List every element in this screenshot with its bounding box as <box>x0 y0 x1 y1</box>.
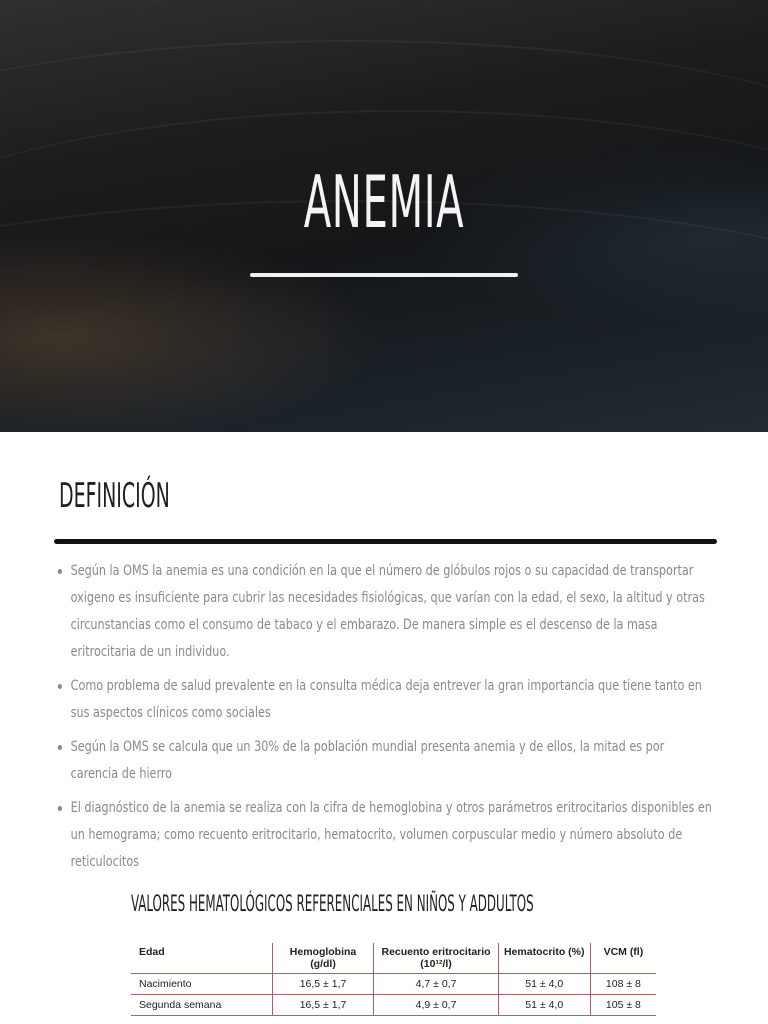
definition-bullet <box>56 558 715 666</box>
column-header-recuento: Recuento eritrocitario (10¹²/l) <box>374 943 498 974</box>
table-cell: 16,5 ± 1,7 <box>272 974 374 995</box>
slide-title: ANEMIA <box>303 160 465 244</box>
table-title: VALORES HEMATOLÓGICOS REFERENCIALES EN NIÑOS Y ADDULTOS <box>131 892 534 917</box>
table-cell: 51 ± 4,0 <box>498 974 590 995</box>
table-cell: 108 ± 8 <box>590 974 656 995</box>
table-cell: 105 ± 8 <box>590 995 656 1016</box>
title-underline <box>250 273 518 277</box>
definition-heading: DEFINICIÓN <box>59 476 170 516</box>
bullet-dot-icon <box>58 745 62 750</box>
table-row <box>131 995 656 1016</box>
bullet-dot-icon <box>58 684 62 689</box>
column-header-hemoglobina: Hemoglobina (g/dl) <box>272 943 374 974</box>
table-cell: Segunda semana <box>131 995 272 1016</box>
definition-bullet <box>56 734 715 788</box>
definition-bullet <box>56 673 715 727</box>
definition-bullet <box>56 795 715 876</box>
bullet-text: El diagnóstico de la anemia se realiza con la cifra de hemoglobina y otros parámetros eritrocitarios disponibles en un hemograma; como recuento eritrocitario, hematocrito, volumen corpuscular medio y número absoluto de reticulocitos <box>70 800 712 870</box>
definition-bullet-list <box>56 558 768 883</box>
table-cell: 4,7 ± 0,7 <box>374 974 498 995</box>
column-header-edad: Edad <box>131 943 272 974</box>
table-cell: 4,9 ± 0,7 <box>374 995 498 1016</box>
table-cell: 16,5 ± 1,7 <box>272 995 374 1016</box>
table-row <box>131 974 656 995</box>
bullet-text: Como problema de salud prevalente en la consulta médica deja entrever la gran importancia que tiene tanto en sus aspectos clínicos como sociales <box>70 678 702 721</box>
table-cell: Nacimiento <box>131 974 272 995</box>
bullet-dot-icon <box>58 569 62 574</box>
column-header-hematocrito: Hematocrito (%) <box>498 943 590 974</box>
bullet-dot-icon <box>58 806 62 811</box>
table-cell: 51 ± 4,0 <box>498 995 590 1016</box>
hematology-table <box>131 943 656 1016</box>
bullet-text: Según la OMS la anemia es una condición en la que el número de glóbulos rojos o su capacidad de transportar oxigeno es insuficiente para cubrir las necesidades fisiológicas, que varían con la edad, el sexo, la altitud y otras circunstancias como el consumo de tabaco y el embarazo. De manera simple es el descenso de la masa eritrocitaria de un individuo. <box>70 563 705 660</box>
column-header-vcm: VCM (fl) <box>590 943 656 974</box>
title-slide <box>0 0 768 432</box>
bullet-text: Según la OMS se calcula que un 30% de la población mundial presenta anemia y de ellos, la mitad es por carencia de hierro <box>70 739 665 782</box>
definition-divider <box>54 539 717 544</box>
table-header-row <box>131 943 656 974</box>
